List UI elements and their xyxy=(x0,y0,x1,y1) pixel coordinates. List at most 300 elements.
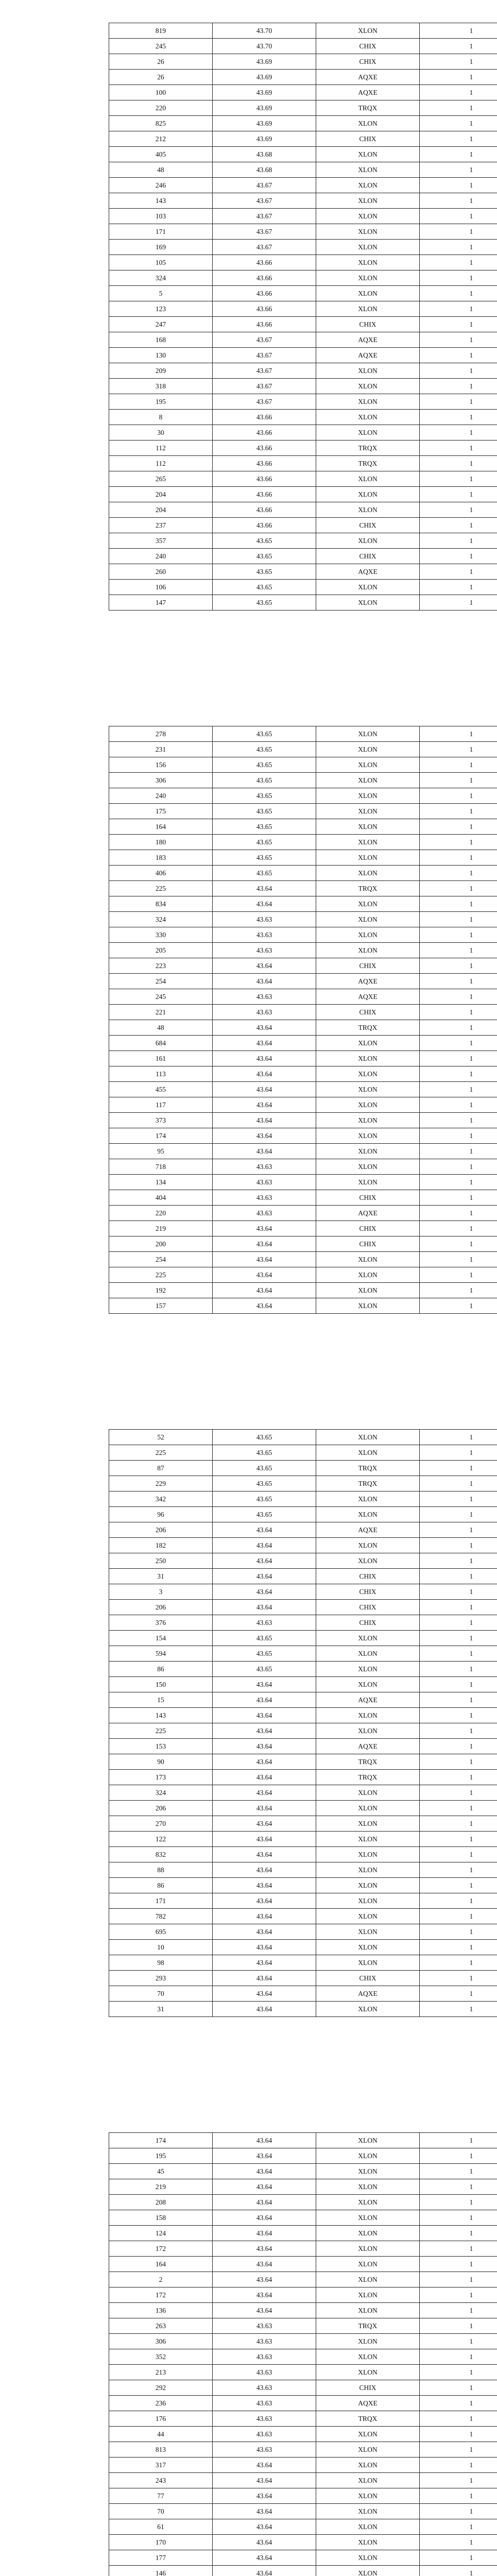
extra-cell: 1 xyxy=(420,1538,497,1553)
extra-cell: 1 xyxy=(420,1723,497,1739)
venue-cell: XLON xyxy=(316,2488,420,2504)
venue-cell: TRQX xyxy=(316,1020,420,1036)
extra-cell: 1 xyxy=(420,2257,497,2272)
extra-cell: 1 xyxy=(420,70,497,85)
table-row xyxy=(109,487,497,502)
venue-cell: XLON xyxy=(316,23,420,39)
volume-cell: 318 xyxy=(109,379,213,394)
volume-cell: 143 xyxy=(109,1708,213,1723)
table-row xyxy=(109,1723,497,1739)
table-row xyxy=(109,1878,497,1893)
table-row xyxy=(109,1221,497,1236)
volume-cell: 98 xyxy=(109,1955,213,1971)
volume-cell: 293 xyxy=(109,1971,213,1986)
table-row xyxy=(109,866,497,881)
table-row xyxy=(109,2504,497,2519)
venue-cell: XLON xyxy=(316,819,420,835)
extra-cell: 1 xyxy=(420,2303,497,2318)
extra-cell: 1 xyxy=(420,896,497,912)
transactions-table xyxy=(109,1429,497,2017)
venue-cell: AQXE xyxy=(316,85,420,100)
table-row xyxy=(109,2257,497,2272)
table-row xyxy=(109,178,497,193)
price-cell: 43.64 xyxy=(213,2535,316,2550)
venue-cell: XLON xyxy=(316,116,420,131)
venue-cell: XLON xyxy=(316,2365,420,2380)
extra-cell: 1 xyxy=(420,881,497,896)
table-row xyxy=(109,1971,497,1986)
venue-cell: XLON xyxy=(316,1051,420,1066)
volume-cell: 168 xyxy=(109,332,213,348)
extra-cell: 1 xyxy=(420,1878,497,1893)
extra-cell: 1 xyxy=(420,1646,497,1662)
extra-cell: 1 xyxy=(420,1492,497,1507)
extra-cell: 1 xyxy=(420,1113,497,1128)
volume-cell: 404 xyxy=(109,1190,213,1206)
venue-cell: XLON xyxy=(316,1128,420,1144)
price-cell: 43.67 xyxy=(213,379,316,394)
table-row xyxy=(109,2195,497,2210)
extra-cell: 1 xyxy=(420,440,497,456)
volume-cell: 225 xyxy=(109,1723,213,1739)
volume-cell: 175 xyxy=(109,804,213,819)
table-row xyxy=(109,301,497,317)
table-row xyxy=(109,2550,497,2566)
table-row xyxy=(109,2226,497,2241)
extra-cell: 1 xyxy=(420,2164,497,2179)
volume-cell: 373 xyxy=(109,1113,213,1128)
extra-cell: 1 xyxy=(420,193,497,209)
table-row xyxy=(109,1461,497,1476)
extra-cell: 1 xyxy=(420,1986,497,2002)
price-cell: 43.64 xyxy=(213,1298,316,1314)
table-row xyxy=(109,564,497,580)
extra-cell: 1 xyxy=(420,835,497,850)
extra-cell: 1 xyxy=(420,209,497,224)
table-row xyxy=(109,819,497,835)
table-row xyxy=(109,1159,497,1175)
price-cell: 43.67 xyxy=(213,348,316,363)
venue-cell: XLON xyxy=(316,595,420,611)
table-row xyxy=(109,2272,497,2287)
extra-cell: 1 xyxy=(420,1190,497,1206)
extra-cell: 1 xyxy=(420,2458,497,2473)
table-row xyxy=(109,1909,497,1924)
price-cell: 43.64 xyxy=(213,1862,316,1878)
table-row xyxy=(109,1646,497,1662)
venue-cell: XLON xyxy=(316,471,420,487)
venue-cell: XLON xyxy=(316,363,420,379)
venue-cell: CHIX xyxy=(316,317,420,332)
extra-cell: 1 xyxy=(420,2550,497,2566)
volume-cell: 220 xyxy=(109,1206,213,1221)
extra-cell: 1 xyxy=(420,379,497,394)
venue-cell: XLON xyxy=(316,927,420,943)
volume-cell: 240 xyxy=(109,549,213,564)
volume-cell: 317 xyxy=(109,2458,213,2473)
table-row xyxy=(109,1615,497,1631)
volume-cell: 88 xyxy=(109,1862,213,1878)
volume-cell: 204 xyxy=(109,502,213,518)
table-row xyxy=(109,943,497,958)
venue-cell: XLON xyxy=(316,193,420,209)
table-row xyxy=(109,549,497,564)
volume-cell: 123 xyxy=(109,301,213,317)
price-cell: 43.64 xyxy=(213,2287,316,2303)
table-row xyxy=(109,2473,497,2488)
extra-cell: 1 xyxy=(420,2133,497,2148)
volume-cell: 247 xyxy=(109,317,213,332)
volume-cell: 204 xyxy=(109,487,213,502)
price-cell: 43.63 xyxy=(213,2380,316,2396)
venue-cell: XLON xyxy=(316,1298,420,1314)
volume-cell: 270 xyxy=(109,1816,213,1832)
table-row xyxy=(109,193,497,209)
venue-cell: XLON xyxy=(316,2442,420,2458)
table-row xyxy=(109,1445,497,1461)
venue-cell: XLON xyxy=(316,1097,420,1113)
volume-cell: 70 xyxy=(109,2504,213,2519)
extra-cell: 1 xyxy=(420,1252,497,1267)
venue-cell: XLON xyxy=(316,2349,420,2365)
venue-cell: XLON xyxy=(316,850,420,866)
extra-cell: 1 xyxy=(420,1236,497,1252)
volume-cell: 819 xyxy=(109,23,213,39)
table-row xyxy=(109,2002,497,2017)
table-row xyxy=(109,1036,497,1051)
price-cell: 43.64 xyxy=(213,1051,316,1066)
venue-cell: XLON xyxy=(316,912,420,927)
venue-cell: CHIX xyxy=(316,1615,420,1631)
table-row xyxy=(109,1832,497,1847)
extra-cell: 1 xyxy=(420,742,497,757)
price-cell: 43.65 xyxy=(213,726,316,742)
price-cell: 43.64 xyxy=(213,1569,316,1584)
extra-cell: 1 xyxy=(420,2210,497,2226)
table-row xyxy=(109,39,497,54)
venue-cell: XLON xyxy=(316,835,420,850)
extra-cell: 1 xyxy=(420,317,497,332)
price-cell: 43.65 xyxy=(213,850,316,866)
price-cell: 43.66 xyxy=(213,456,316,471)
price-cell: 43.64 xyxy=(213,1082,316,1097)
table-row xyxy=(109,1940,497,1955)
extra-cell: 1 xyxy=(420,2226,497,2241)
price-cell: 43.64 xyxy=(213,1066,316,1082)
extra-cell: 1 xyxy=(420,1600,497,1615)
extra-cell: 1 xyxy=(420,2411,497,2427)
table-row xyxy=(109,580,497,595)
table-row xyxy=(109,1770,497,1785)
table-row xyxy=(109,742,497,757)
volume-cell: 182 xyxy=(109,1538,213,1553)
volume-cell: 225 xyxy=(109,1267,213,1283)
extra-cell: 1 xyxy=(420,131,497,147)
extra-cell: 1 xyxy=(420,1283,497,1298)
extra-cell: 1 xyxy=(420,2241,497,2257)
volume-cell: 237 xyxy=(109,518,213,533)
table-row xyxy=(109,1862,497,1878)
extra-cell: 1 xyxy=(420,1144,497,1159)
venue-cell: XLON xyxy=(316,1862,420,1878)
table-row xyxy=(109,1986,497,2002)
extra-cell: 1 xyxy=(420,1430,497,1445)
volume-cell: 31 xyxy=(109,2002,213,2017)
venue-cell: TRQX xyxy=(316,440,420,456)
extra-cell: 1 xyxy=(420,850,497,866)
volume-cell: 263 xyxy=(109,2318,213,2334)
price-cell: 43.64 xyxy=(213,1770,316,1785)
venue-cell: XLON xyxy=(316,301,420,317)
page-3 xyxy=(0,1406,497,2110)
table-row xyxy=(109,896,497,912)
price-cell: 43.65 xyxy=(213,742,316,757)
price-cell: 43.64 xyxy=(213,1909,316,1924)
table-row xyxy=(109,255,497,270)
table-row xyxy=(109,1252,497,1267)
venue-cell: XLON xyxy=(316,1662,420,1677)
table-row xyxy=(109,1206,497,1221)
extra-cell: 1 xyxy=(420,1522,497,1538)
price-cell: 43.65 xyxy=(213,773,316,788)
volume-cell: 150 xyxy=(109,1677,213,1692)
venue-cell: XLON xyxy=(316,533,420,549)
volume-cell: 103 xyxy=(109,209,213,224)
venue-cell: XLON xyxy=(316,1909,420,1924)
table-row xyxy=(109,1584,497,1600)
table-row xyxy=(109,410,497,425)
extra-cell: 1 xyxy=(420,595,497,611)
volume-cell: 209 xyxy=(109,363,213,379)
table-row xyxy=(109,240,497,255)
page-1 xyxy=(0,0,497,703)
table-row xyxy=(109,1144,497,1159)
venue-cell: XLON xyxy=(316,1144,420,1159)
volume-cell: 146 xyxy=(109,2566,213,2576)
price-cell: 43.64 xyxy=(213,1708,316,1723)
venue-cell: XLON xyxy=(316,1507,420,1522)
venue-cell: XLON xyxy=(316,1832,420,1847)
price-cell: 43.63 xyxy=(213,2318,316,2334)
extra-cell: 1 xyxy=(420,301,497,317)
venue-cell: XLON xyxy=(316,2566,420,2576)
price-cell: 43.64 xyxy=(213,1036,316,1051)
extra-cell: 1 xyxy=(420,1708,497,1723)
price-cell: 43.67 xyxy=(213,363,316,379)
venue-cell: XLON xyxy=(316,580,420,595)
venue-cell: XLON xyxy=(316,2133,420,2148)
price-cell: 43.66 xyxy=(213,410,316,425)
volume-cell: 87 xyxy=(109,1461,213,1476)
volume-cell: 61 xyxy=(109,2519,213,2535)
table-row xyxy=(109,317,497,332)
extra-cell: 1 xyxy=(420,2179,497,2195)
volume-cell: 157 xyxy=(109,1298,213,1314)
table-row xyxy=(109,974,497,989)
price-cell: 43.67 xyxy=(213,193,316,209)
price-cell: 43.64 xyxy=(213,2488,316,2504)
extra-cell: 1 xyxy=(420,518,497,533)
price-cell: 43.70 xyxy=(213,39,316,54)
volume-cell: 147 xyxy=(109,595,213,611)
price-cell: 43.64 xyxy=(213,2226,316,2241)
extra-cell: 1 xyxy=(420,1692,497,1708)
volume-cell: 117 xyxy=(109,1097,213,1113)
extra-cell: 1 xyxy=(420,363,497,379)
venue-cell: XLON xyxy=(316,1538,420,1553)
extra-cell: 1 xyxy=(420,1097,497,1113)
extra-cell: 1 xyxy=(420,2318,497,2334)
price-cell: 43.63 xyxy=(213,2396,316,2411)
extra-cell: 1 xyxy=(420,1893,497,1909)
volume-cell: 246 xyxy=(109,178,213,193)
price-cell: 43.64 xyxy=(213,1677,316,1692)
venue-cell: TRQX xyxy=(316,1770,420,1785)
price-cell: 43.64 xyxy=(213,1522,316,1538)
price-cell: 43.63 xyxy=(213,912,316,927)
volume-cell: 813 xyxy=(109,2442,213,2458)
table-row xyxy=(109,2396,497,2411)
price-cell: 43.63 xyxy=(213,927,316,943)
price-cell: 43.65 xyxy=(213,1461,316,1476)
venue-cell: XLON xyxy=(316,2164,420,2179)
table-row xyxy=(109,804,497,819)
extra-cell: 1 xyxy=(420,1267,497,1283)
price-cell: 43.66 xyxy=(213,471,316,487)
price-cell: 43.63 xyxy=(213,2411,316,2427)
volume-cell: 231 xyxy=(109,742,213,757)
extra-cell: 1 xyxy=(420,1816,497,1832)
table-row xyxy=(109,100,497,116)
venue-cell: CHIX xyxy=(316,1584,420,1600)
price-cell: 43.64 xyxy=(213,2550,316,2566)
table-row xyxy=(109,286,497,301)
price-cell: 43.64 xyxy=(213,1020,316,1036)
table-row xyxy=(109,1677,497,1692)
venue-cell: XLON xyxy=(316,788,420,804)
table-row xyxy=(109,835,497,850)
extra-cell: 1 xyxy=(420,2504,497,2519)
extra-cell: 1 xyxy=(420,1739,497,1754)
volume-cell: 195 xyxy=(109,2148,213,2164)
price-cell: 43.64 xyxy=(213,2272,316,2287)
volume-cell: 134 xyxy=(109,1175,213,1190)
venue-cell: XLON xyxy=(316,379,420,394)
price-cell: 43.64 xyxy=(213,2303,316,2318)
extra-cell: 1 xyxy=(420,1298,497,1314)
venue-cell: TRQX xyxy=(316,456,420,471)
extra-cell: 1 xyxy=(420,1221,497,1236)
venue-cell: CHIX xyxy=(316,131,420,147)
table-row xyxy=(109,2303,497,2318)
volume-cell: 245 xyxy=(109,989,213,1005)
venue-cell: XLON xyxy=(316,270,420,286)
price-cell: 43.63 xyxy=(213,1190,316,1206)
volume-cell: 206 xyxy=(109,1801,213,1816)
price-cell: 43.65 xyxy=(213,595,316,611)
table-row xyxy=(109,2164,497,2179)
volume-cell: 455 xyxy=(109,1082,213,1097)
extra-cell: 1 xyxy=(420,2473,497,2488)
table-row xyxy=(109,1692,497,1708)
table-row xyxy=(109,270,497,286)
price-cell: 43.64 xyxy=(213,1801,316,1816)
price-cell: 43.66 xyxy=(213,440,316,456)
price-cell: 43.64 xyxy=(213,1283,316,1298)
volume-cell: 130 xyxy=(109,348,213,363)
price-cell: 43.64 xyxy=(213,1971,316,1986)
table-row xyxy=(109,1298,497,1314)
price-cell: 43.69 xyxy=(213,85,316,100)
volume-cell: 136 xyxy=(109,2303,213,2318)
volume-cell: 695 xyxy=(109,1924,213,1940)
venue-cell: XLON xyxy=(316,1283,420,1298)
venue-cell: XLON xyxy=(316,2458,420,2473)
extra-cell: 1 xyxy=(420,2566,497,2576)
venue-cell: XLON xyxy=(316,1847,420,1862)
volume-cell: 5 xyxy=(109,286,213,301)
price-cell: 43.65 xyxy=(213,1492,316,1507)
price-cell: 43.69 xyxy=(213,54,316,70)
venue-cell: TRQX xyxy=(316,1461,420,1476)
table-row xyxy=(109,1739,497,1754)
venue-cell: TRQX xyxy=(316,1476,420,1492)
table-row xyxy=(109,131,497,147)
price-cell: 43.64 xyxy=(213,1893,316,1909)
price-cell: 43.67 xyxy=(213,224,316,240)
price-cell: 43.64 xyxy=(213,958,316,974)
venue-cell: TRQX xyxy=(316,100,420,116)
table-row xyxy=(109,2241,497,2257)
table-row xyxy=(109,595,497,611)
extra-cell: 1 xyxy=(420,2334,497,2349)
venue-cell: CHIX xyxy=(316,1005,420,1020)
table-row xyxy=(109,1283,497,1298)
volume-cell: 112 xyxy=(109,456,213,471)
volume-cell: 154 xyxy=(109,1631,213,1646)
volume-cell: 594 xyxy=(109,1646,213,1662)
volume-cell: 70 xyxy=(109,1986,213,2002)
price-cell: 43.64 xyxy=(213,1584,316,1600)
price-cell: 43.67 xyxy=(213,178,316,193)
table-row xyxy=(109,1430,497,1445)
table-row xyxy=(109,2427,497,2442)
table-row xyxy=(109,518,497,533)
venue-cell: XLON xyxy=(316,209,420,224)
extra-cell: 1 xyxy=(420,2002,497,2017)
extra-cell: 1 xyxy=(420,1955,497,1971)
table-row xyxy=(109,116,497,131)
volume-cell: 342 xyxy=(109,1492,213,1507)
price-cell: 43.65 xyxy=(213,1445,316,1461)
extra-cell: 1 xyxy=(420,2148,497,2164)
venue-cell: XLON xyxy=(316,1492,420,1507)
venue-cell: CHIX xyxy=(316,1569,420,1584)
extra-cell: 1 xyxy=(420,1584,497,1600)
volume-cell: 95 xyxy=(109,1144,213,1159)
table-row xyxy=(109,1175,497,1190)
price-cell: 43.64 xyxy=(213,1236,316,1252)
table-row xyxy=(109,1492,497,1507)
extra-cell: 1 xyxy=(420,348,497,363)
volume-cell: 306 xyxy=(109,773,213,788)
price-cell: 43.64 xyxy=(213,1267,316,1283)
extra-cell: 1 xyxy=(420,1569,497,1584)
volume-cell: 376 xyxy=(109,1615,213,1631)
extra-cell: 1 xyxy=(420,2519,497,2535)
volume-cell: 250 xyxy=(109,1553,213,1569)
table-row xyxy=(109,502,497,518)
